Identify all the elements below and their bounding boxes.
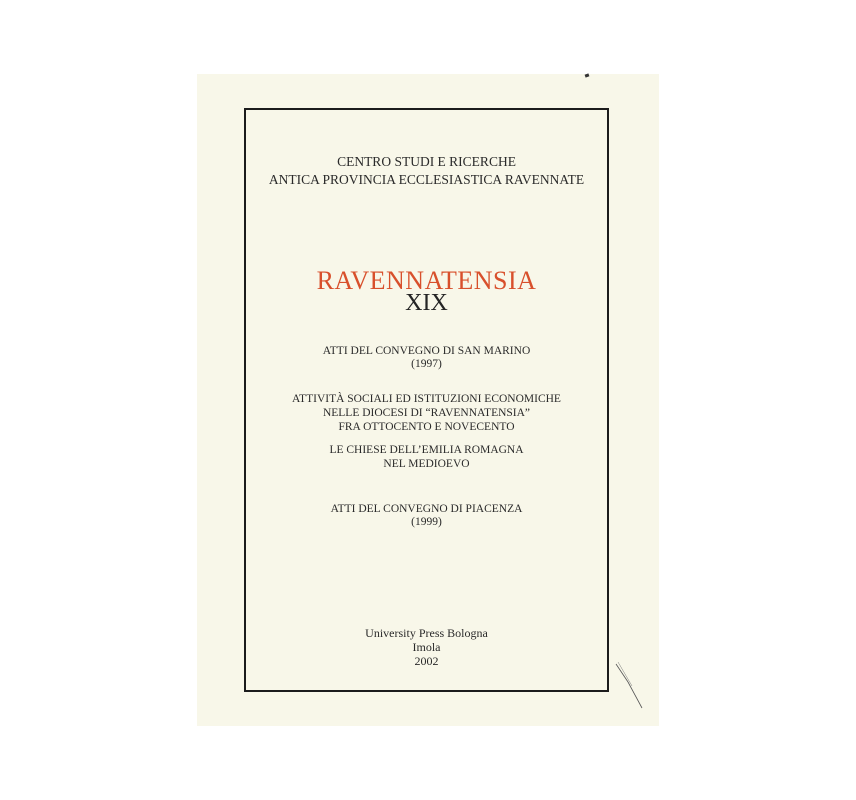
topic-2-line-1: LE CHIESE DELL’EMILIA ROMAGNA (329, 444, 524, 456)
institution-line-1: CENTRO STUDI E RICERCHE (337, 154, 516, 169)
series-title: RAVENNATENSIA (316, 266, 537, 295)
institution-line-2: ANTICA PROVINCIA ECCLESIASTICA RAVENNATE (268, 172, 585, 187)
publisher-city: Imola (412, 640, 441, 654)
congress-san-marino: ATTI DEL CONVEGNO DI SAN MARINO (322, 345, 531, 357)
topic-2-line-2: NEL MEDIOEVO (383, 458, 470, 470)
publication-year: 2002 (414, 654, 439, 668)
congress-san-marino-year: (1997) (411, 358, 442, 370)
topic-1-line-2: NELLE DIOCESI DI “RAVENNATENSIA” (322, 407, 531, 419)
congress-piacenza: ATTI DEL CONVEGNO DI PIACENZA (330, 503, 523, 515)
publisher: University Press Bologna (365, 626, 488, 640)
volume-number: XIX (405, 290, 448, 316)
topic-1-line-1: ATTIVITÀ SOCIALI ED ISTITUZIONI ECONOMICHE (292, 393, 561, 405)
scratch-mark (612, 660, 672, 720)
topic-1-line-3: FRA OTTOCENTO E NOVECENTO (338, 421, 515, 433)
congress-piacenza-year: (1999) (411, 516, 442, 528)
